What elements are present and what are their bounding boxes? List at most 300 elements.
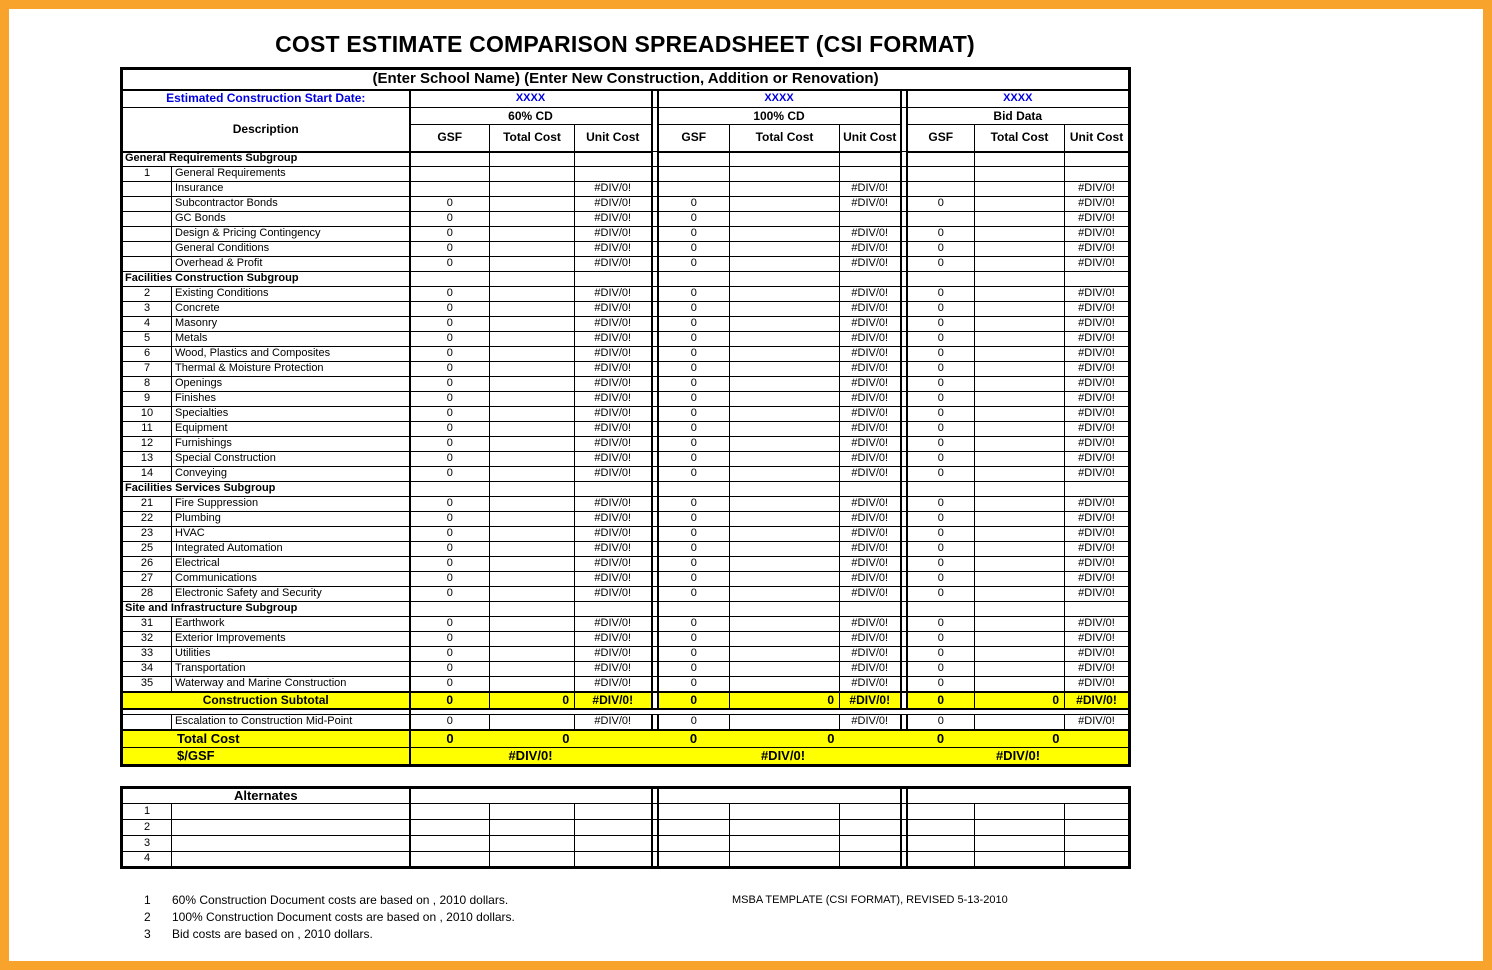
cell-unit[interactable]: #DIV/0! (1065, 527, 1130, 542)
cell-total[interactable] (490, 572, 575, 587)
cell-unit[interactable]: #DIV/0! (840, 512, 901, 527)
cell-gsf[interactable]: 0 (410, 362, 490, 377)
cell-unit[interactable]: #DIV/0! (575, 212, 652, 227)
cell-gsf[interactable]: 0 (410, 227, 490, 242)
cell-gsf[interactable]: 0 (410, 242, 490, 257)
cell-total[interactable] (975, 497, 1065, 512)
cell-unit[interactable]: #DIV/0! (575, 347, 652, 362)
cell-total[interactable] (490, 212, 575, 227)
cell-gsf[interactable] (658, 852, 730, 868)
cell-total[interactable]: 0 (730, 730, 840, 748)
cell-gsf[interactable]: 0 (658, 497, 730, 512)
cell-gsf[interactable] (658, 152, 730, 167)
cell-unit[interactable]: #DIV/0! (1065, 362, 1130, 377)
cell-total[interactable] (975, 317, 1065, 332)
cell-gsf[interactable]: 0 (658, 437, 730, 452)
cell-gsf[interactable]: 0 (410, 587, 490, 602)
cell-total[interactable] (730, 362, 840, 377)
cell-gsf[interactable]: 0 (658, 557, 730, 572)
cell-total[interactable] (490, 557, 575, 572)
cell-unit[interactable]: #DIV/0! (575, 422, 652, 437)
cell-total[interactable] (490, 422, 575, 437)
cell-total[interactable] (490, 452, 575, 467)
cell-gsf[interactable]: 0 (907, 662, 975, 677)
cell-unit[interactable]: #DIV/0! (1065, 392, 1130, 407)
cell-gsf[interactable]: 0 (658, 452, 730, 467)
cell-unit[interactable] (575, 836, 652, 852)
cell-gsf[interactable]: 0 (410, 512, 490, 527)
cell-gsf[interactable]: 0 (907, 527, 975, 542)
cell-unit[interactable] (575, 167, 652, 182)
cell-gsf[interactable] (907, 852, 975, 868)
cell-total[interactable] (975, 152, 1065, 167)
cell-gsf[interactable]: 0 (658, 227, 730, 242)
cell-total[interactable] (730, 182, 840, 197)
cell-gsf[interactable]: 0 (410, 197, 490, 212)
cell-gsf[interactable]: 0 (658, 527, 730, 542)
cell-gsf[interactable] (907, 820, 975, 836)
cell-gsf[interactable] (410, 820, 490, 836)
cell-gsf[interactable]: 0 (658, 647, 730, 662)
cell-total[interactable] (490, 587, 575, 602)
cell-unit[interactable] (840, 730, 901, 748)
cell-gsf[interactable]: 0 (410, 632, 490, 647)
cell-unit[interactable]: #DIV/0! (1065, 572, 1130, 587)
cell-gsf[interactable]: 0 (658, 542, 730, 557)
cell-unit[interactable]: #DIV/0! (840, 347, 901, 362)
cell-gsf[interactable] (658, 602, 730, 617)
cell-unit[interactable]: #DIV/0! (1065, 242, 1130, 257)
cell-total[interactable] (975, 362, 1065, 377)
cell-total[interactable] (730, 820, 840, 836)
cell-unit[interactable]: #DIV/0! (575, 242, 652, 257)
cell-total[interactable] (490, 152, 575, 167)
cell-total[interactable] (975, 572, 1065, 587)
cell-total[interactable] (730, 512, 840, 527)
cell-gsf[interactable]: 0 (907, 647, 975, 662)
cell-total[interactable] (975, 167, 1065, 182)
cell-total[interactable] (730, 347, 840, 362)
cell-unit[interactable]: #DIV/0! (840, 257, 901, 272)
cell-total[interactable] (730, 422, 840, 437)
cell-gsf[interactable]: 0 (658, 512, 730, 527)
cell-unit[interactable]: #DIV/0! (575, 715, 652, 730)
cell-gsf[interactable]: 0 (907, 467, 975, 482)
cell-gsf[interactable] (658, 804, 730, 820)
alternates-group-cell-60cd[interactable] (410, 788, 652, 804)
cell-total[interactable] (490, 287, 575, 302)
cell-total[interactable] (975, 662, 1065, 677)
alternates-group-cell-100cd[interactable] (658, 788, 901, 804)
cell-total[interactable] (490, 362, 575, 377)
cell-total[interactable] (975, 422, 1065, 437)
cell-unit[interactable]: #DIV/0! (575, 317, 652, 332)
cell-total[interactable] (490, 272, 575, 287)
cell-gsf[interactable] (907, 602, 975, 617)
cell-total[interactable] (730, 407, 840, 422)
cell-total[interactable] (730, 804, 840, 820)
cell-unit[interactable] (575, 852, 652, 868)
cell-unit[interactable] (1065, 152, 1130, 167)
cell-gsf[interactable]: 0 (410, 302, 490, 317)
cell-total[interactable] (730, 212, 840, 227)
cell-unit[interactable]: #DIV/0! (1065, 182, 1130, 197)
cell-total[interactable] (730, 302, 840, 317)
cell-unit[interactable]: #DIV/0! (575, 542, 652, 557)
cell-total[interactable] (730, 572, 840, 587)
cell-gsf[interactable] (410, 152, 490, 167)
cell-total[interactable] (730, 317, 840, 332)
cell-gsf[interactable]: 0 (410, 257, 490, 272)
cell-gsf[interactable] (410, 167, 490, 182)
cell-unit[interactable]: #DIV/0! (575, 527, 652, 542)
cell-total[interactable] (730, 437, 840, 452)
cell-gsf[interactable] (907, 167, 975, 182)
cell-gsf[interactable]: 0 (907, 730, 975, 748)
cell-unit[interactable] (840, 482, 901, 497)
cell-gsf[interactable]: 0 (658, 587, 730, 602)
cell-gsf[interactable]: 0 (410, 542, 490, 557)
cell-gsf[interactable] (410, 748, 490, 766)
cell-total[interactable] (975, 347, 1065, 362)
cell-gsf[interactable]: 0 (410, 212, 490, 227)
cell-total[interactable] (490, 467, 575, 482)
cell-unit[interactable] (840, 748, 901, 766)
cell-unit[interactable]: #DIV/0! (1065, 587, 1130, 602)
cell-total[interactable] (975, 632, 1065, 647)
cell-total[interactable] (490, 602, 575, 617)
cell-unit[interactable]: #DIV/0! (1065, 692, 1130, 709)
cell-unit[interactable]: #DIV/0! (575, 512, 652, 527)
cell-gsf[interactable]: 0 (658, 377, 730, 392)
cell-unit[interactable]: #DIV/0! (840, 587, 901, 602)
cell-total[interactable] (490, 512, 575, 527)
cell-gsf[interactable]: 0 (658, 362, 730, 377)
cell-total[interactable] (730, 647, 840, 662)
cell-unit[interactable]: #DIV/0! (575, 497, 652, 512)
cell-unit[interactable] (1065, 272, 1130, 287)
cell-unit[interactable]: #DIV/0! (840, 647, 901, 662)
cell-total[interactable] (490, 242, 575, 257)
cell-total[interactable] (975, 512, 1065, 527)
cell-total[interactable] (975, 392, 1065, 407)
cell-gsf[interactable]: 0 (410, 557, 490, 572)
cell-gsf[interactable]: 0 (907, 227, 975, 242)
cell-unit[interactable]: #DIV/0! (1065, 617, 1130, 632)
cell-total[interactable] (975, 820, 1065, 836)
cell-total[interactable] (730, 602, 840, 617)
cell-total[interactable]: #DIV/0! (975, 748, 1065, 766)
cell-total[interactable] (490, 617, 575, 632)
cell-unit[interactable]: #DIV/0! (840, 182, 901, 197)
cell-gsf[interactable]: 0 (658, 212, 730, 227)
cell-total[interactable] (490, 715, 575, 730)
cell-gsf[interactable] (658, 272, 730, 287)
cell-total[interactable] (490, 347, 575, 362)
cell-gsf[interactable]: 0 (907, 512, 975, 527)
cell-total[interactable] (490, 197, 575, 212)
cell-gsf[interactable]: 0 (907, 287, 975, 302)
cell-gsf[interactable]: 0 (658, 467, 730, 482)
cell-total[interactable] (730, 677, 840, 692)
cell-total[interactable] (490, 317, 575, 332)
cell-total[interactable] (490, 377, 575, 392)
cell-unit[interactable]: #DIV/0! (1065, 437, 1130, 452)
cell-total[interactable] (730, 167, 840, 182)
cell-gsf[interactable]: 0 (410, 527, 490, 542)
cell-unit[interactable]: #DIV/0! (1065, 715, 1130, 730)
cell-total[interactable] (975, 557, 1065, 572)
cell-gsf[interactable]: 0 (658, 617, 730, 632)
cell-unit[interactable] (575, 152, 652, 167)
cell-gsf[interactable]: 0 (658, 662, 730, 677)
cell-gsf[interactable] (658, 748, 730, 766)
cell-gsf[interactable]: 0 (658, 715, 730, 730)
cell-unit[interactable]: #DIV/0! (575, 407, 652, 422)
cell-gsf[interactable]: 0 (907, 617, 975, 632)
cell-total[interactable] (490, 820, 575, 836)
cell-total[interactable] (975, 332, 1065, 347)
cell-gsf[interactable] (658, 482, 730, 497)
cell-total[interactable] (975, 197, 1065, 212)
cell-gsf[interactable]: 0 (907, 587, 975, 602)
cell-total[interactable] (730, 332, 840, 347)
cell-total[interactable] (490, 182, 575, 197)
alternate-label[interactable] (172, 852, 410, 868)
cell-unit[interactable]: #DIV/0! (575, 287, 652, 302)
cell-unit[interactable]: #DIV/0! (840, 392, 901, 407)
cell-total[interactable] (975, 227, 1065, 242)
school-name-cell[interactable]: (Enter School Name) (Enter New Construction, Addition or Renovation) (122, 69, 1130, 90)
cell-gsf[interactable]: 0 (907, 242, 975, 257)
cell-unit[interactable]: #DIV/0! (840, 572, 901, 587)
cell-gsf[interactable]: 0 (658, 572, 730, 587)
cell-total[interactable] (730, 392, 840, 407)
cell-gsf[interactable]: 0 (410, 332, 490, 347)
cell-gsf[interactable]: 0 (658, 347, 730, 362)
cell-gsf[interactable]: 0 (658, 422, 730, 437)
cell-unit[interactable]: #DIV/0! (575, 197, 652, 212)
cell-gsf[interactable]: 0 (658, 197, 730, 212)
cell-total[interactable] (975, 452, 1065, 467)
cell-total[interactable] (975, 302, 1065, 317)
cell-unit[interactable] (840, 852, 901, 868)
cell-gsf[interactable] (410, 804, 490, 820)
cell-gsf[interactable]: 0 (907, 332, 975, 347)
cell-total[interactable] (490, 332, 575, 347)
cell-unit[interactable]: #DIV/0! (575, 257, 652, 272)
cell-total[interactable] (730, 467, 840, 482)
cell-gsf[interactable] (907, 212, 975, 227)
cell-unit[interactable] (575, 820, 652, 836)
cell-unit[interactable]: #DIV/0! (1065, 257, 1130, 272)
cell-total[interactable] (975, 242, 1065, 257)
cell-total[interactable] (975, 852, 1065, 868)
cell-gsf[interactable]: 0 (907, 302, 975, 317)
cell-unit[interactable]: #DIV/0! (575, 227, 652, 242)
cell-gsf[interactable] (410, 482, 490, 497)
cell-gsf[interactable] (410, 836, 490, 852)
cell-unit[interactable]: #DIV/0! (575, 572, 652, 587)
cell-unit[interactable]: #DIV/0! (840, 302, 901, 317)
cell-total[interactable] (730, 497, 840, 512)
cell-total[interactable] (975, 677, 1065, 692)
cell-total[interactable] (730, 452, 840, 467)
cell-total[interactable] (730, 287, 840, 302)
cell-gsf[interactable]: 0 (410, 715, 490, 730)
cell-unit[interactable]: #DIV/0! (840, 242, 901, 257)
cell-unit[interactable]: #DIV/0! (840, 632, 901, 647)
cell-unit[interactable] (575, 730, 652, 748)
cell-unit[interactable]: #DIV/0! (575, 467, 652, 482)
cell-unit[interactable]: #DIV/0! (575, 617, 652, 632)
cell-total[interactable]: 0 (490, 692, 575, 709)
cell-gsf[interactable]: 0 (907, 197, 975, 212)
cell-unit[interactable]: #DIV/0! (575, 437, 652, 452)
cell-unit[interactable]: #DIV/0! (840, 662, 901, 677)
cell-total[interactable] (490, 836, 575, 852)
cell-total[interactable] (975, 257, 1065, 272)
cell-unit[interactable] (840, 602, 901, 617)
cell-gsf[interactable] (658, 167, 730, 182)
cell-total[interactable] (730, 632, 840, 647)
cell-total[interactable] (730, 377, 840, 392)
cell-unit[interactable]: #DIV/0! (575, 332, 652, 347)
cell-gsf[interactable]: 0 (658, 287, 730, 302)
cell-unit[interactable] (840, 836, 901, 852)
cell-unit[interactable]: #DIV/0! (575, 557, 652, 572)
cell-gsf[interactable]: 0 (907, 632, 975, 647)
cell-gsf[interactable]: 0 (410, 392, 490, 407)
cell-gsf[interactable]: 0 (658, 632, 730, 647)
cell-unit[interactable]: #DIV/0! (1065, 407, 1130, 422)
cell-unit[interactable]: #DIV/0! (1065, 317, 1130, 332)
cell-gsf[interactable] (410, 852, 490, 868)
cell-total[interactable] (730, 587, 840, 602)
cell-unit[interactable]: #DIV/0! (840, 677, 901, 692)
cell-total[interactable] (975, 437, 1065, 452)
cell-total[interactable] (730, 662, 840, 677)
cell-gsf[interactable]: 0 (907, 452, 975, 467)
start-date-60cd-cell[interactable]: XXXX (410, 90, 652, 108)
cell-gsf[interactable]: 0 (907, 362, 975, 377)
cell-total[interactable] (975, 212, 1065, 227)
cell-unit[interactable]: #DIV/0! (840, 692, 901, 709)
cell-unit[interactable]: #DIV/0! (840, 422, 901, 437)
cell-unit[interactable] (575, 602, 652, 617)
cell-gsf[interactable]: 0 (907, 257, 975, 272)
cell-unit[interactable]: #DIV/0! (575, 392, 652, 407)
cell-total[interactable] (730, 557, 840, 572)
cell-gsf[interactable] (658, 836, 730, 852)
cell-gsf[interactable]: 0 (410, 467, 490, 482)
cell-gsf[interactable] (658, 820, 730, 836)
cell-gsf[interactable]: 0 (658, 317, 730, 332)
start-date-100cd-cell[interactable]: XXXX (658, 90, 901, 108)
cell-total[interactable] (730, 272, 840, 287)
cell-total[interactable] (975, 836, 1065, 852)
cell-unit[interactable]: #DIV/0! (1065, 557, 1130, 572)
cell-gsf[interactable]: 0 (658, 392, 730, 407)
cell-unit[interactable]: #DIV/0! (1065, 332, 1130, 347)
cell-gsf[interactable]: 0 (907, 317, 975, 332)
cell-unit[interactable] (840, 820, 901, 836)
cell-unit[interactable]: #DIV/0! (840, 377, 901, 392)
cell-total[interactable] (730, 152, 840, 167)
cell-total[interactable]: #DIV/0! (730, 748, 840, 766)
cell-total[interactable]: 0 (975, 692, 1065, 709)
cell-unit[interactable]: #DIV/0! (1065, 632, 1130, 647)
cell-unit[interactable] (840, 152, 901, 167)
cell-unit[interactable] (575, 482, 652, 497)
cell-unit[interactable]: #DIV/0! (840, 332, 901, 347)
cell-total[interactable] (730, 527, 840, 542)
cell-total[interactable] (975, 467, 1065, 482)
alternate-label[interactable] (172, 836, 410, 852)
cell-gsf[interactable]: 0 (907, 392, 975, 407)
cell-unit[interactable] (840, 212, 901, 227)
cell-unit[interactable] (1065, 748, 1130, 766)
cell-total[interactable] (730, 227, 840, 242)
alternate-label[interactable] (172, 804, 410, 820)
cell-unit[interactable]: #DIV/0! (840, 527, 901, 542)
cell-unit[interactable]: #DIV/0! (1065, 227, 1130, 242)
cell-total[interactable] (975, 182, 1065, 197)
cell-unit[interactable]: #DIV/0! (840, 452, 901, 467)
cell-unit[interactable]: #DIV/0! (575, 662, 652, 677)
cell-gsf[interactable]: 0 (907, 692, 975, 709)
cell-unit[interactable]: #DIV/0! (1065, 422, 1130, 437)
cell-unit[interactable]: #DIV/0! (840, 557, 901, 572)
cell-unit[interactable]: #DIV/0! (840, 287, 901, 302)
cell-total[interactable] (490, 227, 575, 242)
cell-gsf[interactable]: 0 (410, 407, 490, 422)
cell-total[interactable] (730, 852, 840, 868)
cell-gsf[interactable]: 0 (658, 302, 730, 317)
cell-unit[interactable]: #DIV/0! (840, 227, 901, 242)
cell-unit[interactable]: #DIV/0! (575, 182, 652, 197)
alternates-group-cell-bid[interactable] (907, 788, 1130, 804)
cell-unit[interactable]: #DIV/0! (1065, 497, 1130, 512)
cell-total[interactable] (490, 852, 575, 868)
cell-unit[interactable]: #DIV/0! (575, 647, 652, 662)
cell-gsf[interactable]: 0 (907, 407, 975, 422)
cell-gsf[interactable]: 0 (410, 662, 490, 677)
cell-total[interactable] (975, 272, 1065, 287)
cell-total[interactable]: 0 (490, 730, 575, 748)
cell-unit[interactable]: #DIV/0! (575, 302, 652, 317)
cell-gsf[interactable]: 0 (658, 677, 730, 692)
cell-unit[interactable]: #DIV/0! (575, 677, 652, 692)
cell-total[interactable] (975, 377, 1065, 392)
cell-unit[interactable]: #DIV/0! (840, 437, 901, 452)
cell-total[interactable] (490, 677, 575, 692)
cell-unit[interactable] (1065, 836, 1130, 852)
cell-total[interactable] (975, 407, 1065, 422)
cell-gsf[interactable]: 0 (410, 422, 490, 437)
cell-unit[interactable]: #DIV/0! (1065, 512, 1130, 527)
cell-gsf[interactable]: 0 (410, 287, 490, 302)
cell-gsf[interactable]: 0 (907, 497, 975, 512)
cell-unit[interactable]: #DIV/0! (840, 542, 901, 557)
cell-gsf[interactable]: 0 (907, 677, 975, 692)
cell-gsf[interactable] (907, 804, 975, 820)
cell-gsf[interactable] (907, 748, 975, 766)
cell-unit[interactable]: #DIV/0! (575, 692, 652, 709)
cell-unit[interactable]: #DIV/0! (1065, 302, 1130, 317)
cell-unit[interactable]: #DIV/0! (575, 632, 652, 647)
cell-gsf[interactable]: 0 (410, 647, 490, 662)
